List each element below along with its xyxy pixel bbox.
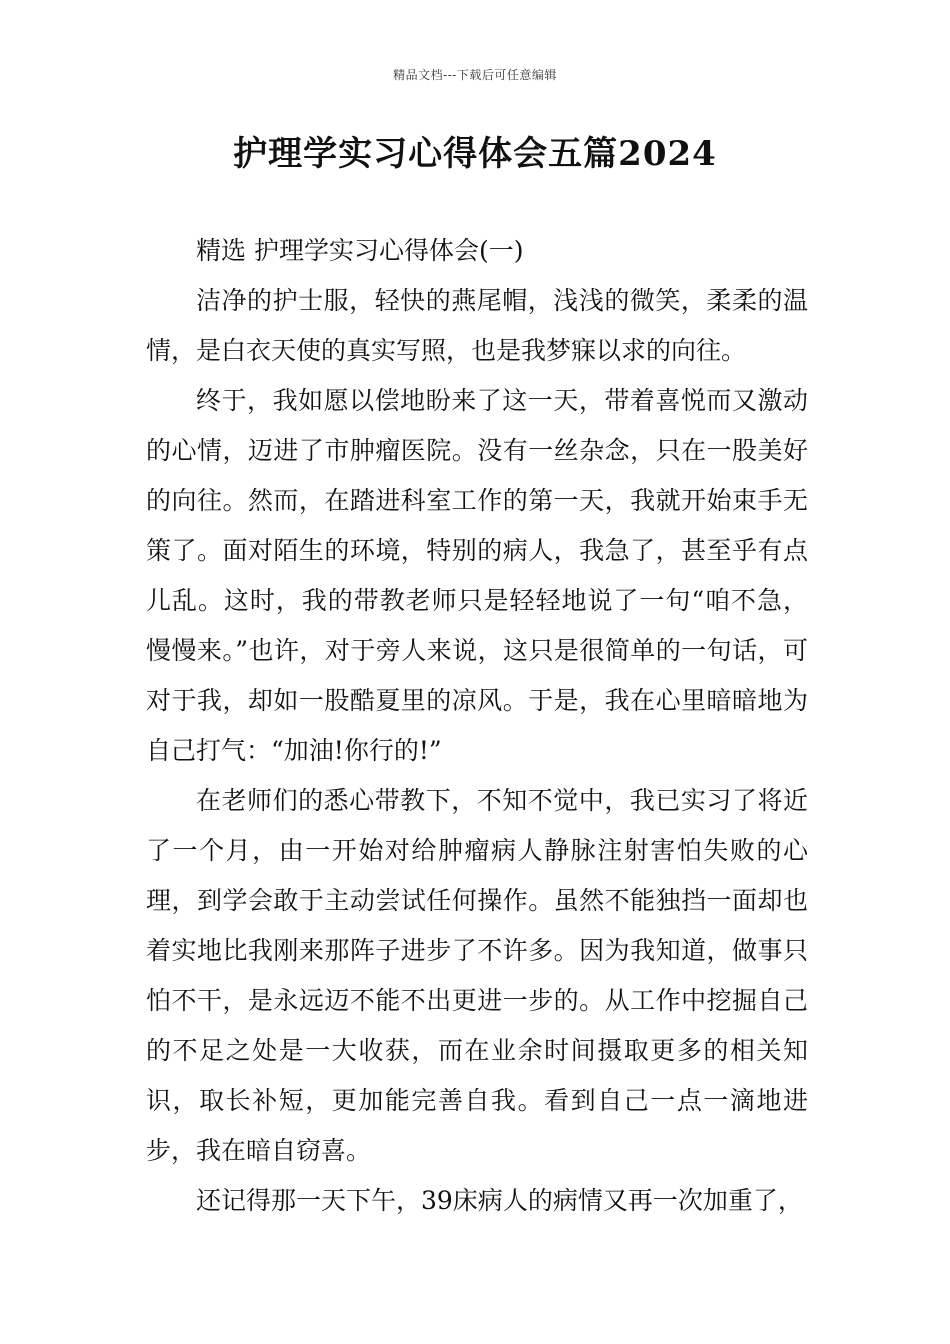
paragraph-3: 在老师们的悉心带教下，不知不觉中，我已实习了将近了一个月，由一开始对给肿瘤病人静脉注射害怕失败的心理，到学会敢于主动尝试任何操作。虽然不能独挡一面却也着实地比我刚来那阵子进步了不许多。因为我知道，做事只怕不干，是永远迈不能不出更进一步的。从工作中挖掘自己的不足之处是一大收获，而在业余时间摄取更多的相关知识，取长补短，更加能完善自我。看到自己一点一滴地进步，我在暗自窃喜。 xyxy=(146,786,808,1165)
header-note: 精品文档---下载后可任意编辑 xyxy=(393,68,557,82)
document-body xyxy=(146,226,808,1226)
paragraph-2: 终于，我如愿以偿地盼来了这一天，带着喜悦而又激动的心情，迈进了市肿瘤医院。没有一丝杂念，只在一股美好的向往。然而，在踏进科室工作的第一天，我就开始束手无策了。面对陌生的环境，特别的病人，我急了，甚至乎有点儿乱。这时，我的带教老师只是轻轻地说了一句“咱不急，慢慢来。”也许，对于旁人来说，这只是很简单的一句话，可对于我，却如一股酷夏里的凉风。于是，我在心里暗暗地为自己打气：“加油!你行的!” xyxy=(146,386,808,765)
paragraph-4: 还记得那一天下午，39床病人的病情又再一次加重了， xyxy=(196,1186,803,1215)
document-title: 护理学实习心得体会五篇2024 xyxy=(233,134,717,174)
paragraph-1: 洁净的护士服，轻快的燕尾帽，浅浅的微笑，柔柔的温情，是白衣天使的真实写照，也是我梦寐以求的向往。 xyxy=(146,286,808,365)
section-subheading: 精选 护理学实习心得体会(一) xyxy=(196,236,524,265)
